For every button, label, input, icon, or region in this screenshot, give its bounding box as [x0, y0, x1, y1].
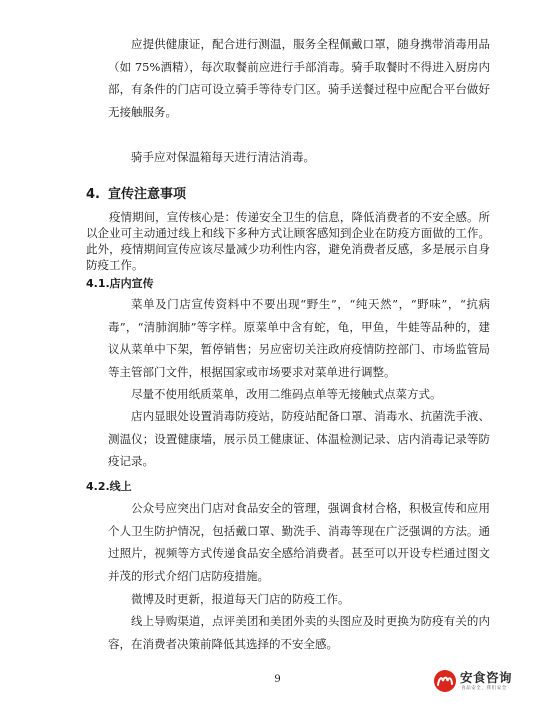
online-paragraph-2: 微博及时更新，报道每天门店的防疫工作。	[131, 592, 350, 606]
logo-slogan: 食品安全，我们安全	[461, 686, 507, 691]
company-logo	[433, 666, 517, 696]
store-paragraph-3: 店内显眼处设置消毒防疫站，防疫站配备口罩、消毒水、抗菌洗手液、测温仪；设置健康墙，展示员工健康证、体温检测记录、店内消毒记录等防疫记录。	[108, 409, 490, 468]
store-paragraph-1: 菜单及门店宣传资料中不要出现“野生”，“纯天然”，“野味”，“抗病毒”，“清肺润肺”等字样。原菜单中含有蛇，龟，甲鱼，牛蛙等品种的，建议从菜单中下架，暂停销售；另应密切关注政府疫情防控部门、市场监管局等主管部门文件，根据国家或市场要求对菜单进行调整。	[108, 297, 490, 379]
subsection-4-2-heading: 4.2.线上	[86, 480, 132, 493]
page-number: 9	[274, 674, 281, 685]
section-4-number: 4.	[86, 187, 100, 202]
online-paragraph-3: 线上导购渠道，点评美团和美团外卖的头图应及时更换为防疫有关的内容，在消费者决策前降低其选择的不安全感。	[108, 614, 490, 651]
store-paragraph-2: 尽量不使用纸质菜单，改用二维码点单等无接触式点菜方式。	[131, 387, 442, 401]
section-4-title: 宣传注意事项	[108, 187, 187, 202]
section-4-intro: 疫情期间，宣传核心是：传递安全卫生的信息，降低消费者的不安全感。所以企业可主动通过线上和线下多种方式让顾客感知到企业在防疫方面做的工作。此外，疫情期间宣传应该尽量减少功利性内容，避免消费者反感，多是展示自身防疫工作。	[86, 210, 490, 272]
section-4-heading	[86, 183, 186, 202]
rider-paragraph-1: 应提供健康证，配合进行测温，服务全程佩戴口罩，随身携带消毒用品（如 75%酒精），每次取餐前应进行手部消毒。骑手取餐时不得进入厨房内部，有条件的门店可设立骑手等待专门区。骑手送餐过程中应配合平台做好无接触服务。	[108, 37, 490, 119]
subsection-4-1-heading: 4.1.店内宣传	[86, 277, 154, 290]
rider-paragraph-2: 骑手应对保温箱每天进行清洁消毒。	[131, 150, 315, 164]
logo-text: 安食咨询	[460, 670, 513, 685]
logo-mark-icon	[433, 669, 457, 693]
online-paragraph-1: 公众号应突出门店对食品安全的管理，强调食材合格，积极宣传和应用个人卫生防护情况，包括戴口罩、勤洗手、消毒等现在广泛强调的方法。通过照片，视频等方式传递食品安全感给消费者。甚至可以开设专栏通过图文并茂的形式介绍门店防疫措施。	[108, 501, 490, 583]
